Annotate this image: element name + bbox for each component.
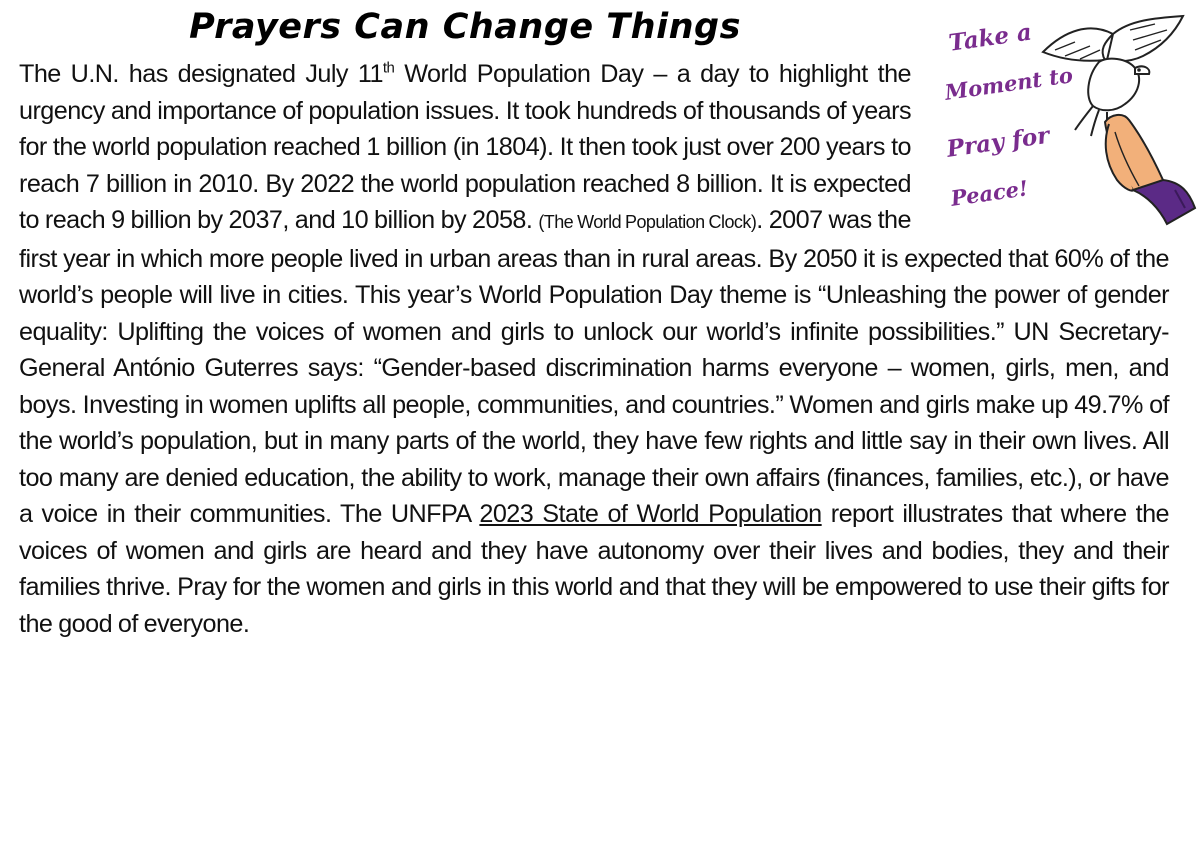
article-body — [19, 56, 1169, 642]
badge-spacer — [919, 56, 1169, 238]
ordinal-suffix: th — [382, 59, 395, 77]
body-segment-3: . 2007 was the first year in which more people lived in urban areas than in rural areas. By 2050 it is expected that 60% of the world’s people will live in cities. This year’s World Population Day theme is “Unleashing the power of gender equality: Uplifting the voices of women and girls to unlock our world’s infinite possibilities.” UN Secretary-General António Guterres says: “Gender-based discrimination harms everyone – women, girls, men, and boys. Investing in women uplifts all people, communities, and countries.” Women and girls make up 49.7% of the world’s population, but in many parts of the world, they have few rights and little say in their own lives. All too many are denied education, the ability to work, manage their own affairs (finances, families, etc.), or have a voice in their communities. The UNFPA — [19, 206, 1169, 528]
badge-line-2: Moment to — [943, 62, 1075, 105]
source-note: (The World Population Clock) — [538, 212, 757, 232]
badge-line-1: Take a — [947, 18, 1034, 57]
badge-line-3: Pray for — [945, 121, 1051, 163]
body-segment-4: report illustrates that where the voices of women and girls are heard and they have autonomy over their lives and bodies, they and their families thrive. Pray for the women and girls in this world and that they will be empowered to use their gifts for the good of everyone. — [19, 500, 1169, 638]
badge-line-4: Peace! — [949, 175, 1030, 211]
body-segment-1: The U.N. has designated July 11 — [19, 60, 383, 88]
report-link[interactable]: 2023 State of World Population — [479, 500, 822, 528]
article-title: Prayers Can Change Things — [189, 7, 741, 47]
body-segment-2: World Population Day – a day to highlight the urgency and importance of population issues. It took hundreds of thousands of years for the world population reached 1 billion (in 1804). It then took just over 200 years to reach 7 billion in 2010. By 2022 the world population reached 8 billion. It is expected to reach 9 billion by 2037, and 10 billion by 2058. — [19, 60, 911, 234]
